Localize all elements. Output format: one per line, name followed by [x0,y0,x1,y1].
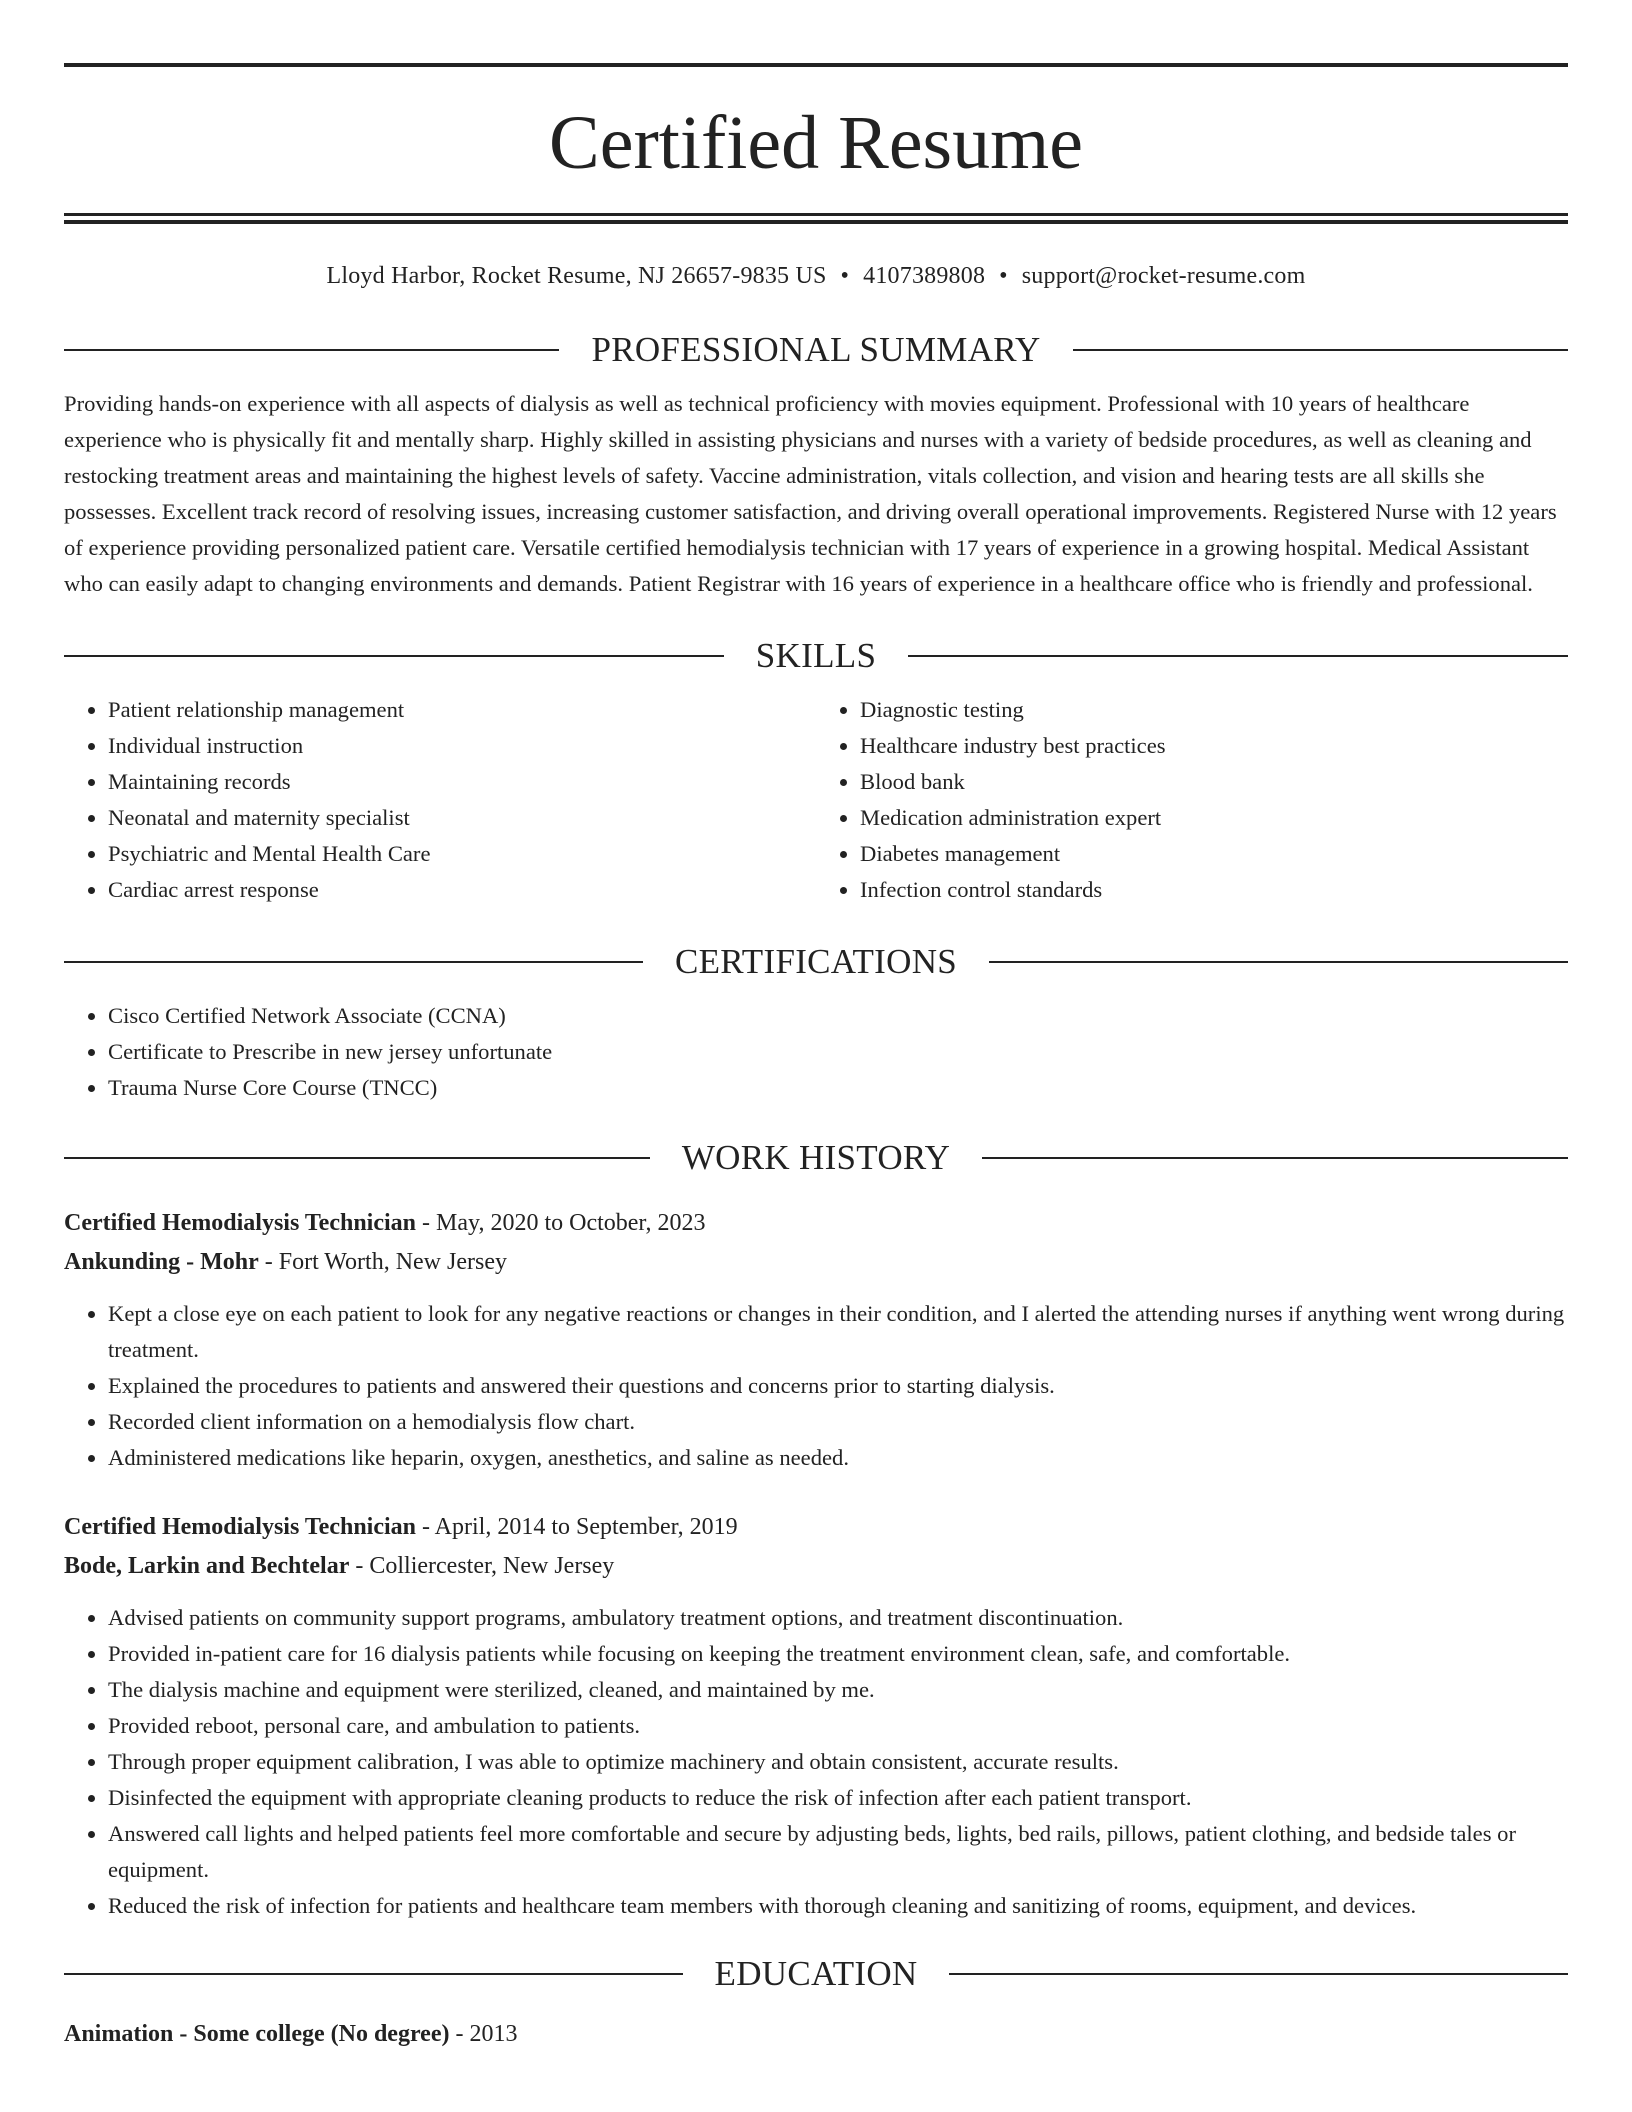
heading-rule-left [64,349,559,351]
job-bullet: • Answered call lights and helped patients feel more comfortable and secure by adjusting beds, lights, bed rails, pillows, patient clothing, and bedside tales or equipment. [108,1816,1568,1888]
education-heading [64,1954,1568,1994]
skill-item: • Patient relationship management [108,692,816,728]
contact-separator: • [999,263,1008,289]
skills-list-left [64,692,816,908]
job-company: Ankunding - Mohr [64,1249,259,1275]
summary-paragraph: Providing hands-on experience with all aspects of dialysis as well as technical proficiency with movies equipment. Professional with 10 years of healthcare experience who is physically fit and mentally sharp. Highly skilled in assisting physicians and nurses with a variety of bedside procedures, as well as cleaning and restocking treatment areas and maintaining the highest levels of safety. Vaccine administration, vitals collection, and vision and hearing tests are all skills she possesses. Excellent track record of resolving issues, increasing customer satisfaction, and driving overall operational improvements. Registered Nurse with 12 years of experience providing personalized patient care. Versatile certified hemodialysis technician with 17 years of experience in a growing hospital. Medical Assistant who can easily adapt to changing environments and demands. Patient Registrar with 16 years of experience in a healthcare office who is friendly and professional. [64,391,1557,596]
summary-heading-title: PROFESSIONAL SUMMARY [591,330,1041,369]
heading-rule-right [989,961,1568,963]
job-bullet: • Explained the procedures to patients and answered their questions and concerns prior to starting dialysis. [108,1368,1568,1404]
skill-item: • Cardiac arrest response [108,872,816,908]
job-title-line [64,1508,1568,1547]
contact-phone: 4107389808 [863,263,986,289]
skill-item: • Psychiatric and Mental Health Care [108,836,816,872]
skills-list-right [816,692,1568,908]
job-location: - Colliercester, New Jersey [349,1553,615,1579]
job-bullet: • Provided in-patient care for 16 dialysis patients while focusing on keeping the treatment environment clean, safe, and comfortable. [108,1636,1568,1672]
job-bullets [64,1600,1568,1924]
job-title: Certified Hemodialysis Technician [64,1210,417,1236]
heading-rule-right [1073,349,1568,351]
skill-item: • Infection control standards [860,872,1568,908]
heading-rule-left [64,961,643,963]
skill-item: • Diagnostic testing [860,692,1568,728]
top-divider [64,63,1568,67]
job-bullet: • Disinfected the equipment with appropriate cleaning products to reduce the risk of infection after each patient transport. [108,1780,1568,1816]
job-dates: - May, 2020 to October, 2023 [416,1210,706,1236]
job-company-line [64,1547,1568,1586]
skills-heading-title: SKILLS [755,636,877,675]
job-bullet: • Advised patients on community support programs, ambulatory treatment options, and treatment discontinuation. [108,1600,1568,1636]
heading-rule-right [908,655,1568,657]
certifications-heading [64,942,1568,982]
heading-rule-left [64,1973,683,1975]
job-company: Bode, Larkin and Bechtelar [64,1553,350,1579]
skill-item: • Neonatal and maternity specialist [108,800,816,836]
contact-address: Lloyd Harbor, Rocket Resume, NJ 26657-9835 US [326,263,827,289]
job-bullet: • Kept a close eye on each patient to look for any negative reactions or changes in their condition, and I alerted the attending nurses if anything went wrong during treatment. [108,1296,1568,1368]
skill-item: • Individual instruction [108,728,816,764]
heading-rule-right [982,1157,1568,1159]
heading-rule-left [64,1157,650,1159]
heading-rule-right [949,1973,1568,1975]
job-bullet: • Through proper equipment calibration, I was able to optimize machinery and obtain consistent, accurate results. [108,1744,1568,1780]
certifications-list [64,998,1568,1106]
skill-item: • Healthcare industry best practices [860,728,1568,764]
job-bullet: • Reduced the risk of infection for patients and healthcare team members with thorough cleaning and sanitizing of rooms, equipment, and devices. [108,1888,1568,1924]
work-history-heading-title: WORK HISTORY [681,1138,951,1177]
job-entry [64,1204,1568,1476]
contact-line [64,260,1568,292]
job-bullet: • Provided reboot, personal care, and ambulation to patients. [108,1708,1568,1744]
job-title: Certified Hemodialysis Technician [64,1514,417,1540]
title-double-divider [64,213,1568,224]
job-bullet: • Recorded client information on a hemodialysis flow chart. [108,1404,1568,1440]
job-location: - Fort Worth, New Jersey [258,1249,507,1275]
education-entry [64,2016,1568,2052]
work-history-heading [64,1138,1568,1178]
education-year: - 2013 [449,2021,518,2047]
job-bullets [64,1296,1568,1476]
certification-item: • Cisco Certified Network Associate (CCNA) [108,998,1568,1034]
contact-email: support@rocket-resume.com [1021,263,1306,289]
skill-item: • Diabetes management [860,836,1568,872]
summary-heading [64,330,1568,370]
job-bullet: • Administered medications like heparin, oxygen, anesthetics, and saline as needed. [108,1440,1568,1476]
job-title-line [64,1204,1568,1243]
certification-item: • Trauma Nurse Core Course (TNCC) [108,1070,1568,1106]
skills-grid [64,676,1568,908]
heading-rule-left [64,655,724,657]
certifications-heading-title: CERTIFICATIONS [674,942,958,981]
job-company-line [64,1243,1568,1282]
skills-heading [64,636,1568,676]
job-dates: - April, 2014 to September, 2019 [416,1514,738,1540]
skill-item: • Blood bank [860,764,1568,800]
job-entry [64,1508,1568,1924]
education-degree: Animation - Some college (No degree) [64,2021,450,2047]
certification-item: • Certificate to Prescribe in new jersey unfortunate [108,1034,1568,1070]
job-bullet: • The dialysis machine and equipment were sterilized, cleaned, and maintained by me. [108,1672,1568,1708]
resume-title: Certified Resume [549,101,1083,185]
contact-separator: • [840,263,850,289]
skill-item: • Medication administration expert [860,800,1568,836]
education-heading-title: EDUCATION [714,1954,918,1993]
skill-item: • Maintaining records [108,764,816,800]
